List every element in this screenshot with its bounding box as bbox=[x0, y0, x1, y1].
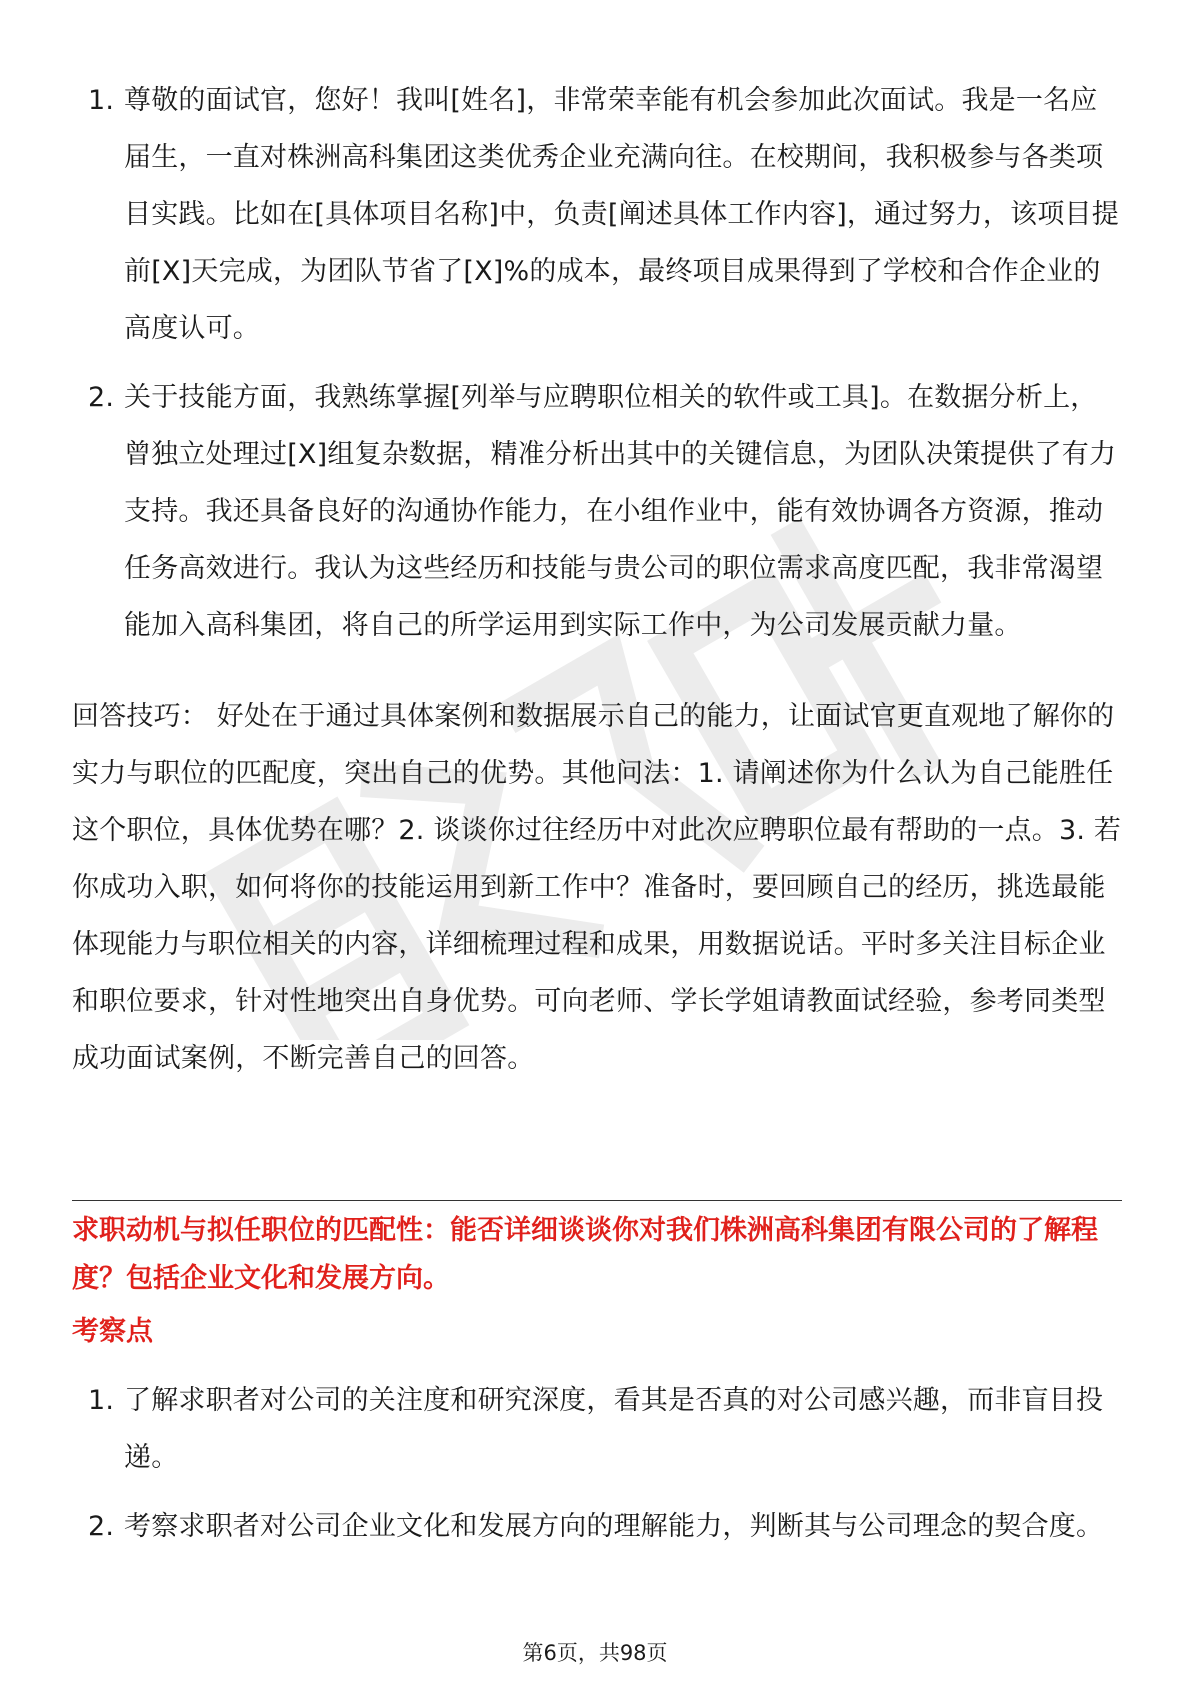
assessment-point-item bbox=[88, 1498, 1122, 1555]
question-heading: 求职动机与拟任职位的匹配性：能否详细谈谈你对我们株洲高科集团有限公司的了解程度？包括企业文化和发展方向。 bbox=[72, 1215, 1098, 1294]
list-number: 2. bbox=[88, 382, 115, 413]
answer-list-item bbox=[88, 369, 1122, 654]
list-item-text: 关于技能方面，我熟练掌握[列举与应聘职位相关的软件或工具]。在数据分析上，曾独立处理过[X]组复杂数据，精准分析出其中的关键信息，为团队决策提供了有力支持。我还具备良好的沟通协作能力，在小组作业中，能有效协调各方资源，推动任务高效进行。我认为这些经历和技能与贵公司的职位需求高度匹配，我非常渴望能加入高科集团，将自己的所学运用到实际工作中，为公司发展贡献力量。 bbox=[124, 382, 1117, 641]
assessment-point-item bbox=[88, 1372, 1122, 1486]
answer-list bbox=[88, 72, 1122, 654]
answer-list-item bbox=[88, 72, 1122, 357]
list-item-text: 尊敬的面试官，您好！我叫[姓名]，非常荣幸能有机会参加此次面试。我是一名应届生，一直对株洲高科集团这类优秀企业充满向往。在校期间，我积极参与各类项目实践。比如在[具体项目名称]中，负责[阐述具体工作内容]，通过努力，该项目提前[X]天完成，为团队节省了[X]%的成本，最终项目成果得到了学校和合作企业的高度认可。 bbox=[124, 85, 1119, 344]
list-item-text: 考察求职者对公司企业文化和发展方向的理解能力，判断其与公司理念的契合度。 bbox=[124, 1511, 1104, 1542]
list-item-text: 了解求职者对公司的关注度和研究深度，看其是否真的对公司感兴趣，而非盲目投递。 bbox=[124, 1385, 1104, 1473]
list-number: 1. bbox=[88, 1385, 115, 1416]
section-divider bbox=[72, 1200, 1122, 1201]
page-number-footer: 第6页，共98页 bbox=[522, 1641, 668, 1665]
list-number: 2. bbox=[88, 1511, 115, 1542]
assessment-points-heading: 考察点 bbox=[72, 1316, 153, 1347]
answer-tips: 回答技巧： 好处在于通过具体案例和数据展示自己的能力，让面试官更直观地了解你的实力与职位的匹配度，突出自己的优势。其他问法：1. 请阐述你为什么认为自己能胜任这个职位，具体优势在哪？2. 谈谈你过往经历中对此次应聘职位最有帮助的一点。3. 若你成功入职，如何将你的技能运用到新工作中？准备时，要回顾自己的经历，挑选最能体现能力与职位相关的内容，详细梳理过程和成果，用数据说话。平时多关注目标企业和职位要求，针对性地突出自身优势。可向老师、学长学姐请教面试经验，参考同类型成功面试案例，不断完善自己的回答。 bbox=[72, 701, 1122, 1074]
list-number: 1. bbox=[88, 85, 115, 116]
assessment-points-list bbox=[88, 1372, 1122, 1555]
